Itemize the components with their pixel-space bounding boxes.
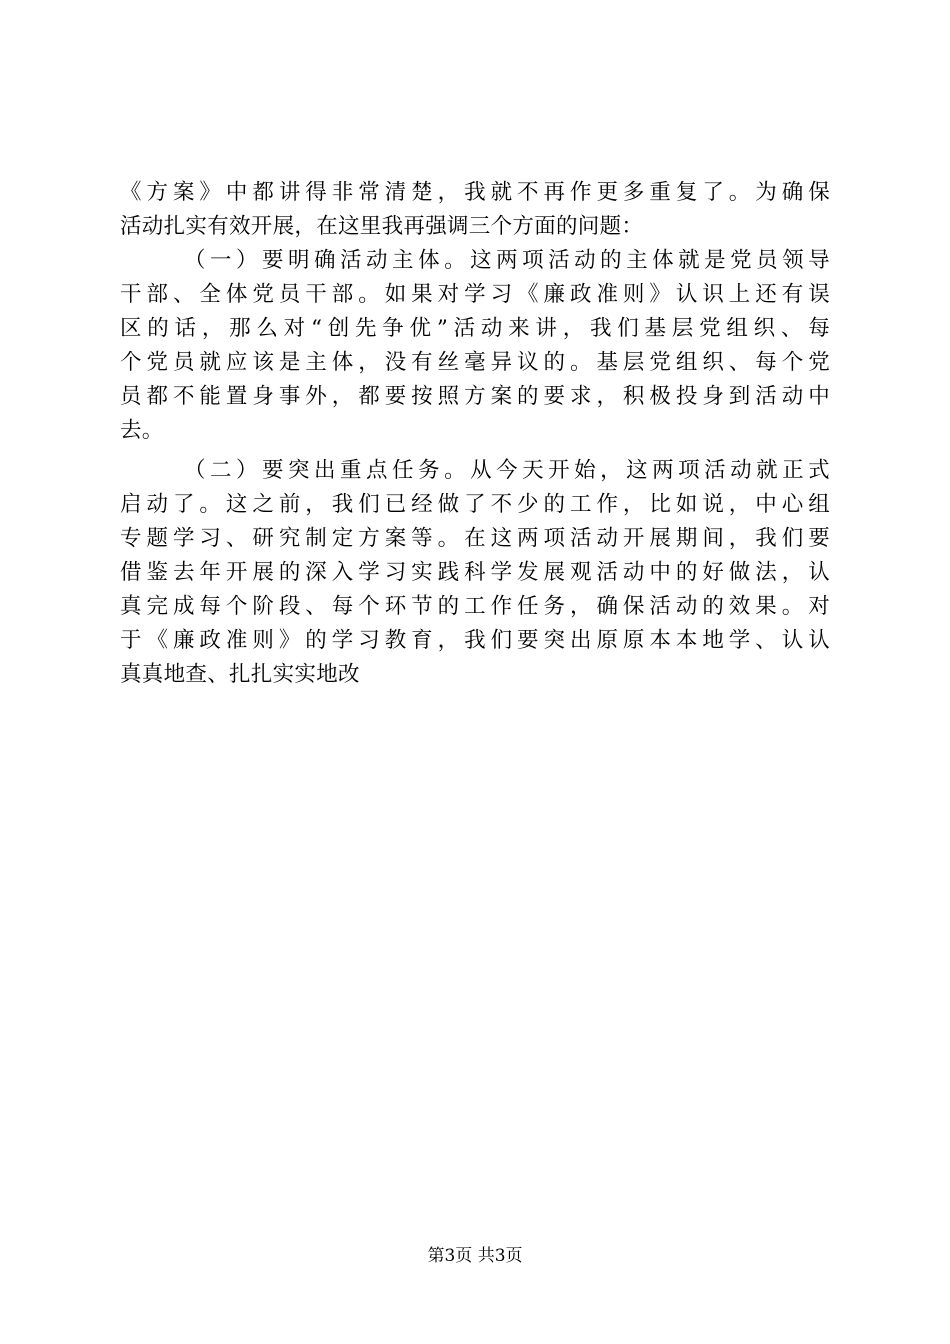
text-line: 个党员就应该是主体，没有丝毫异议的。基层党组织、每个党 xyxy=(120,350,830,375)
text-line: 去。 xyxy=(120,418,164,443)
text-line: 活动扎实有效开展，在这里我再强调三个方面的问题： xyxy=(120,214,644,239)
text-line: 干部、全体党员干部。如果对学习《廉政准则》认识上还有误 xyxy=(120,282,830,307)
text-line: 启动了。这之前，我们已经做了不少的工作，比如说，中心组 xyxy=(120,492,830,517)
text-line: 专题学习、研究制定方案等。在这两项活动开展期间，我们要 xyxy=(120,526,830,551)
text-line: 于《廉政准则》的学习教育，我们要突出原原本本地学、认认 xyxy=(120,628,830,653)
paragraph-2-first-line: （二）要突出重点任务。从今天开始，这两项活动就正式 xyxy=(184,458,830,483)
page-number-footer: 第3页 共3页 xyxy=(427,1246,523,1266)
text-line: 《方案》中都讲得非常清楚，我就不再作更多重复了。为确保 xyxy=(120,180,830,205)
paragraph-1-first-line: （一）要明确活动主体。这两项活动的主体就是党员领导 xyxy=(184,248,830,273)
text-line: 借鉴去年开展的深入学习实践科学发展观活动中的好做法，认 xyxy=(120,560,830,585)
document-body xyxy=(120,176,830,692)
text-line: 真真地查、扎扎实实地改 xyxy=(120,662,360,687)
text-line: 员都不能置身事外，都要按照方案的要求，积极投身到活动中 xyxy=(120,384,830,409)
text-line: 区的话，那么对“创先争优”活动来讲，我们基层党组织、每 xyxy=(120,316,830,341)
text-line: 真完成每个阶段、每个环节的工作任务，确保活动的效果。对 xyxy=(120,594,830,619)
